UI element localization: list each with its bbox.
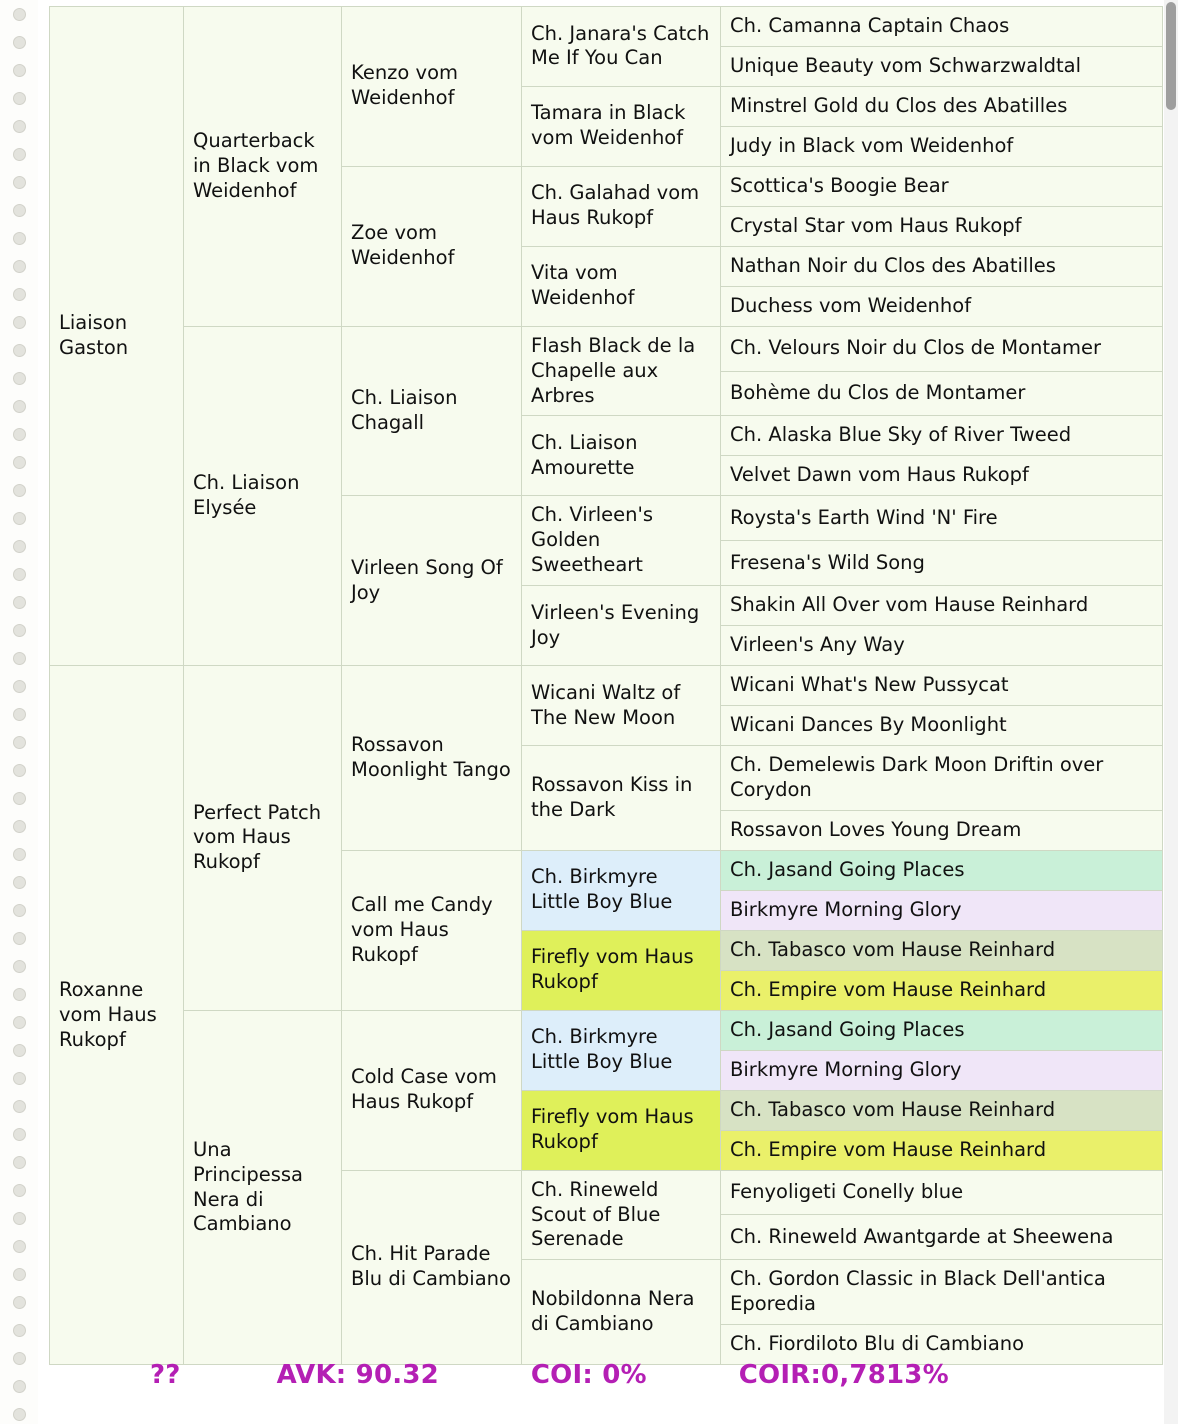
ancestor-gen5[interactable]: Ch. Alaska Blue Sky of River Tweed	[721, 416, 1163, 456]
rail-hole	[13, 596, 26, 609]
ancestor-gen4[interactable]: Rossavon Kiss in the Dark	[522, 746, 721, 851]
rail-hole	[13, 624, 26, 637]
ancestor-gen3[interactable]: Rossavon Moonlight Tango	[342, 666, 522, 851]
rail-hole	[13, 92, 26, 105]
notebook-rail	[0, 0, 38, 1424]
ancestor-gen4[interactable]: Firefly vom Haus Rukopf	[522, 1090, 721, 1170]
ancestor-gen5[interactable]: Virleen's Any Way	[721, 626, 1163, 666]
ancestor-gen3[interactable]: Ch. Hit Parade Blu di Cambiano	[342, 1170, 522, 1365]
ancestor-gen5[interactable]: Roysta's Earth Wind 'N' Fire	[721, 496, 1163, 541]
rail-hole	[13, 176, 26, 189]
ancestor-gen5[interactable]: Fresena's Wild Song	[721, 541, 1163, 586]
ancestor-gen5[interactable]: Ch. Tabasco vom Hause Reinhard	[721, 930, 1163, 970]
table-row	[50, 666, 1163, 706]
ancestor-gen3[interactable]: Cold Case vom Haus Rukopf	[342, 1010, 522, 1170]
table-row	[50, 326, 1163, 371]
ancestor-gen4[interactable]: Tamara in Black vom Weidenhof	[522, 86, 721, 166]
ancestor-gen3[interactable]: Virleen Song Of Joy	[342, 496, 522, 666]
ancestor-gen5[interactable]: Scottica's Boogie Bear	[721, 166, 1163, 206]
rail-hole	[13, 512, 26, 525]
ancestor-gen1[interactable]: Roxanne vom Haus Rukopf	[50, 666, 184, 1365]
rail-hole	[13, 1156, 26, 1169]
ancestor-gen5[interactable]: Birkmyre Morning Glory	[721, 890, 1163, 930]
rail-hole	[13, 232, 26, 245]
rail-hole	[13, 36, 26, 49]
ancestor-gen5[interactable]: Velvet Dawn vom Haus Rukopf	[721, 456, 1163, 496]
ancestor-gen5[interactable]: Ch. Jasand Going Places	[721, 850, 1163, 890]
ancestor-gen4[interactable]: Ch. Galahad vom Haus Rukopf	[522, 166, 721, 246]
ancestor-gen5[interactable]: Ch. Tabasco vom Hause Reinhard	[721, 1090, 1163, 1130]
rail-hole	[13, 372, 26, 385]
ancestor-gen5[interactable]: Shakin All Over vom Hause Reinhard	[721, 586, 1163, 626]
rail-hole	[13, 316, 26, 329]
page-scrollbar[interactable]	[1164, 0, 1178, 1424]
rail-hole	[13, 1100, 26, 1113]
ancestor-gen4[interactable]: Ch. Liaison Amourette	[522, 416, 721, 496]
stat-coir: COIR:0,7813%	[738, 1360, 949, 1390]
rail-hole	[13, 1212, 26, 1225]
ancestor-gen4[interactable]: Ch. Rineweld Scout of Blue Serenade	[522, 1170, 721, 1260]
rail-hole	[13, 1240, 26, 1253]
ancestor-gen5[interactable]: Ch. Camanna Captain Chaos	[721, 7, 1163, 47]
rail-hole	[13, 64, 26, 77]
rail-hole	[13, 904, 26, 917]
rail-hole	[13, 568, 26, 581]
rail-hole	[13, 400, 26, 413]
rail-hole	[13, 204, 26, 217]
ancestor-gen5[interactable]: Bohème du Clos de Montamer	[721, 371, 1163, 416]
rail-hole	[13, 792, 26, 805]
table-row	[50, 1010, 1163, 1050]
ancestor-gen5[interactable]: Ch. Empire vom Hause Reinhard	[721, 1130, 1163, 1170]
rail-hole	[13, 1128, 26, 1141]
ancestor-gen5[interactable]: Minstrel Gold du Clos des Abatilles	[721, 86, 1163, 126]
rail-hole	[13, 932, 26, 945]
rail-hole	[13, 484, 26, 497]
rail-hole	[13, 708, 26, 721]
rail-hole	[13, 148, 26, 161]
rail-hole	[13, 1072, 26, 1085]
ancestor-gen5[interactable]: Wicani Dances By Moonlight	[721, 706, 1163, 746]
ancestor-gen4[interactable]: Nobildonna Nera di Cambiano	[522, 1260, 721, 1365]
ancestor-gen5[interactable]: Ch. Demelewis Dark Moon Driftin over Corydon	[721, 746, 1163, 811]
ancestor-gen2[interactable]: Perfect Patch vom Haus Rukopf	[184, 666, 342, 1011]
pedigree-page	[38, 0, 1164, 1424]
ancestor-gen4[interactable]: Flash Black de la Chapelle aux Arbres	[522, 326, 721, 416]
rail-hole	[13, 1184, 26, 1197]
ancestor-gen5[interactable]: Nathan Noir du Clos des Abatilles	[721, 246, 1163, 286]
rail-hole	[13, 1408, 26, 1421]
ancestor-gen5[interactable]: Birkmyre Morning Glory	[721, 1050, 1163, 1090]
ancestor-gen5[interactable]: Wicani What's New Pussycat	[721, 666, 1163, 706]
rail-hole	[13, 848, 26, 861]
ancestor-gen3[interactable]: Call me Candy vom Haus Rukopf	[342, 850, 522, 1010]
ancestor-gen5[interactable]: Ch. Gordon Classic in Black Dell'antica Eporedia	[721, 1260, 1163, 1325]
pedigree-table	[49, 6, 1163, 1365]
stat-avk: AVK: 90.32	[276, 1360, 439, 1390]
table-row	[50, 7, 1163, 47]
ancestor-gen4[interactable]: Wicani Waltz of The New Moon	[522, 666, 721, 746]
rail-hole	[13, 1324, 26, 1337]
rail-hole	[13, 680, 26, 693]
rail-hole	[13, 1268, 26, 1281]
rail-hole	[13, 1016, 26, 1029]
rail-hole	[13, 540, 26, 553]
ancestor-gen5[interactable]: Ch. Empire vom Hause Reinhard	[721, 970, 1163, 1010]
ancestor-gen4[interactable]: Virleen's Evening Joy	[522, 586, 721, 666]
rail-hole	[13, 736, 26, 749]
rail-hole	[13, 288, 26, 301]
ancestor-gen4[interactable]: Ch. Birkmyre Little Boy Blue	[522, 850, 721, 930]
rail-hole	[13, 1380, 26, 1393]
rail-hole	[13, 652, 26, 665]
ancestor-gen4[interactable]: Ch. Virleen's Golden Sweetheart	[522, 496, 721, 586]
rail-hole	[13, 8, 26, 21]
ancestor-gen3[interactable]: Kenzo vom Weidenhof	[342, 7, 522, 167]
rail-hole	[13, 876, 26, 889]
ancestor-gen5[interactable]: Rossavon Loves Young Dream	[721, 810, 1163, 850]
ancestor-gen5[interactable]: Ch. Velours Noir du Clos de Montamer	[721, 326, 1163, 371]
rail-hole	[13, 820, 26, 833]
ancestor-gen2[interactable]: Quarterback in Black vom Weidenhof	[184, 7, 342, 327]
ancestor-gen3[interactable]: Ch. Liaison Chagall	[342, 326, 522, 496]
ancestor-gen5[interactable]: Crystal Star vom Haus Rukopf	[721, 206, 1163, 246]
rail-hole	[13, 344, 26, 357]
ancestor-gen5[interactable]: Fenyoligeti Conelly blue	[721, 1170, 1163, 1215]
rail-hole	[13, 456, 26, 469]
rail-hole	[13, 1044, 26, 1057]
rail-hole	[13, 260, 26, 273]
stat-coi: COI: 0%	[530, 1360, 647, 1390]
ancestor-gen5[interactable]: Unique Beauty vom Schwarzwaldtal	[721, 46, 1163, 86]
ancestor-gen5[interactable]: Judy in Black vom Weidenhof	[721, 126, 1163, 166]
rail-hole	[13, 1296, 26, 1309]
ancestor-gen4[interactable]: Firefly vom Haus Rukopf	[522, 930, 721, 1010]
ancestor-gen3[interactable]: Zoe vom Weidenhof	[342, 166, 522, 326]
ancestor-gen4[interactable]: Vita vom Weidenhof	[522, 246, 721, 326]
stat-unknown: ??	[150, 1360, 181, 1390]
ancestor-gen4[interactable]: Ch. Janara's Catch Me If You Can	[522, 7, 721, 87]
ancestor-gen5[interactable]: Ch. Rineweld Awantgarde at Sheewena	[721, 1215, 1163, 1260]
rail-hole	[13, 988, 26, 1001]
ancestor-gen2[interactable]: Una Principessa Nera di Cambiano	[184, 1010, 342, 1365]
ancestor-gen5[interactable]: Ch. Jasand Going Places	[721, 1010, 1163, 1050]
rail-hole	[13, 428, 26, 441]
ancestor-gen1[interactable]: Liaison Gaston	[50, 7, 184, 666]
rail-hole	[13, 120, 26, 133]
rail-hole	[13, 1352, 26, 1365]
ancestor-gen5[interactable]: Ch. Fiordiloto Blu di Cambiano	[721, 1325, 1163, 1365]
rail-hole	[13, 960, 26, 973]
rail-hole	[13, 764, 26, 777]
pedigree-stats	[38, 1340, 1164, 1410]
ancestor-gen2[interactable]: Ch. Liaison Elysée	[184, 326, 342, 666]
ancestor-gen4[interactable]: Ch. Birkmyre Little Boy Blue	[522, 1010, 721, 1090]
ancestor-gen5[interactable]: Duchess vom Weidenhof	[721, 286, 1163, 326]
scrollbar-thumb[interactable]	[1166, 2, 1176, 110]
